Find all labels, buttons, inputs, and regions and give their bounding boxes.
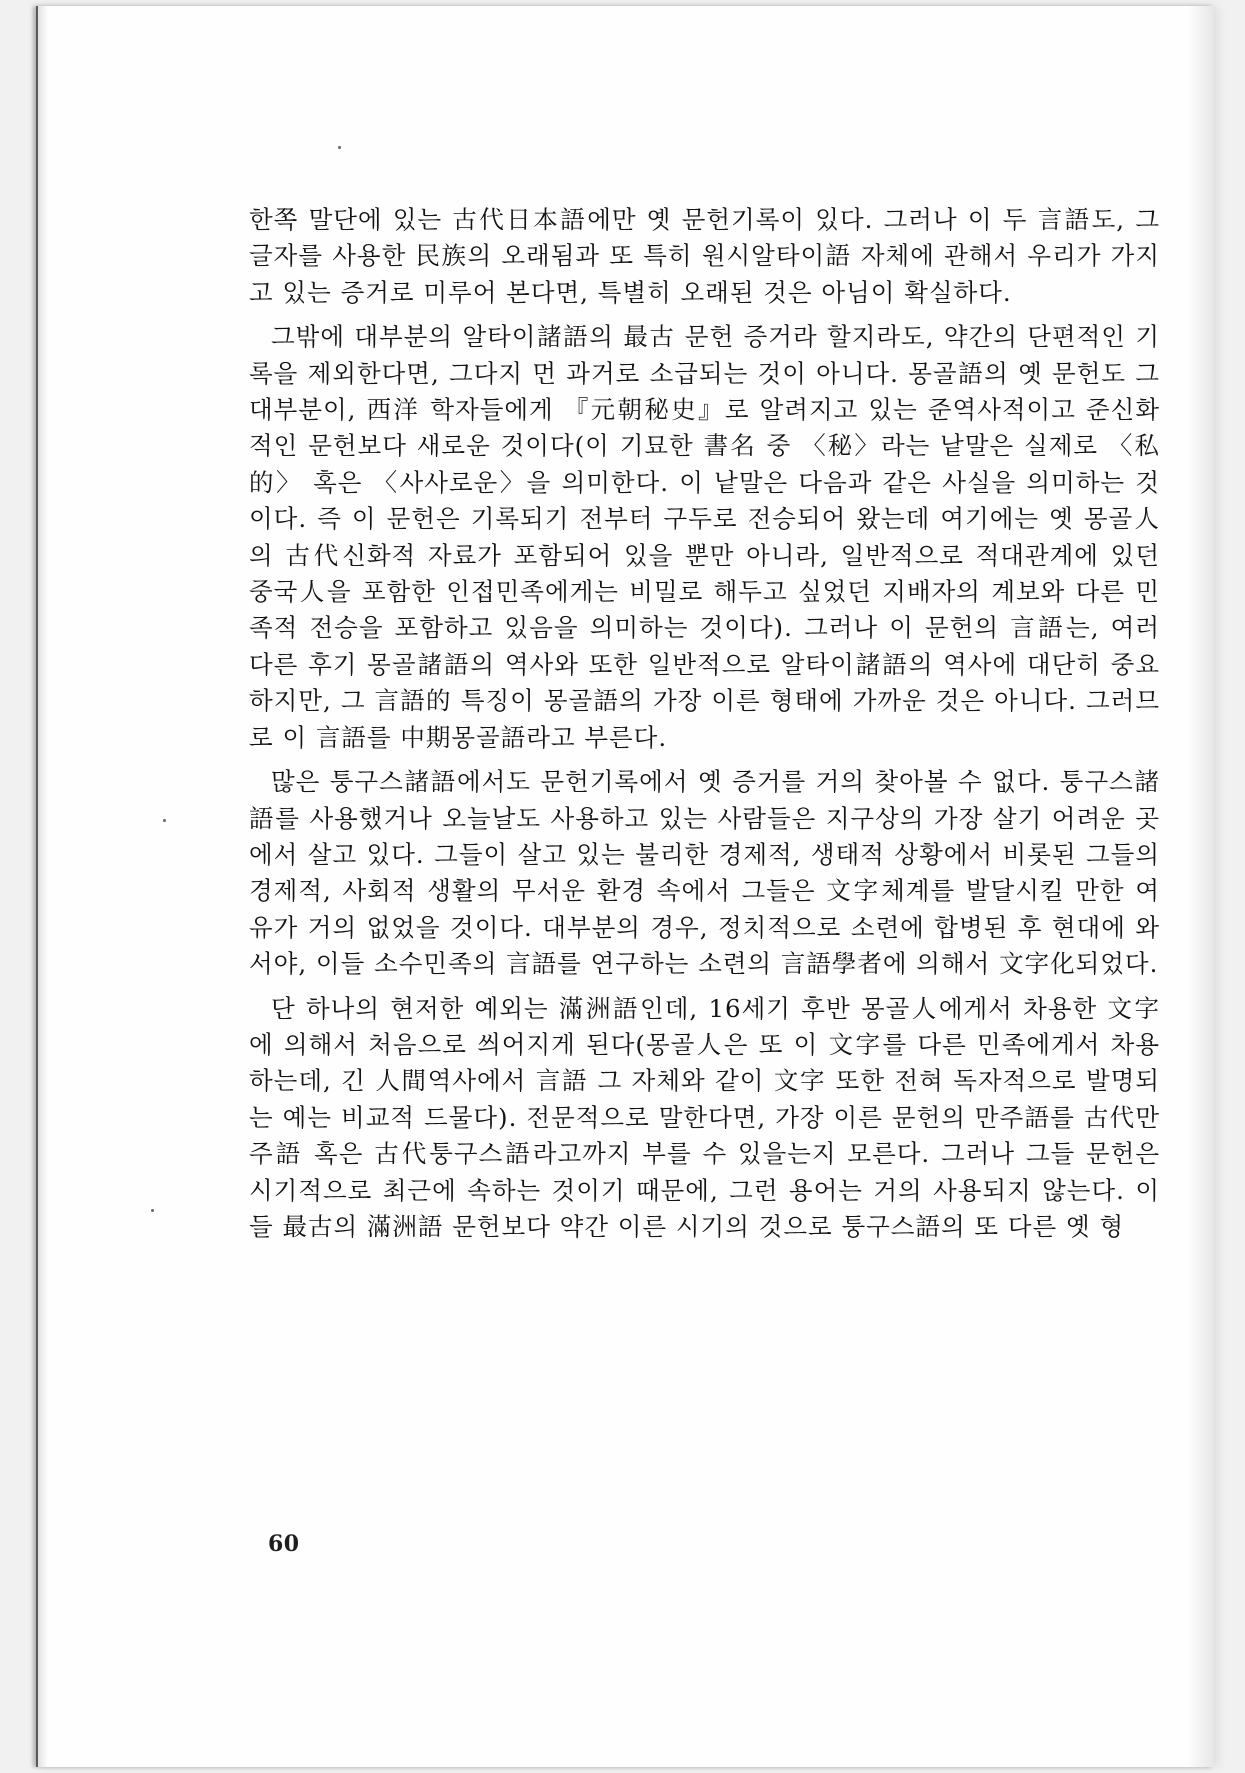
print-speck bbox=[151, 1209, 154, 1212]
paragraph: 단 하나의 현저한 예외는 滿洲語인데, 16세기 후반 몽골人에게서 차용한 文字에 의해서 처음으로 씌어지게 된다(몽골人은 또 이 文字를 다른 민족에게서 차용하는데, 긴 人間역사에서 言語 그 자체와 같이 文字 또한 전혀 독자적으로 발명되는 예는 비교적 드물다). 전문적으로 말한다면, 가장 이른 문헌의 만주語를 古代만주語 혹은 古代퉁구스語라고까지 부를 수 있을는지 모른다. 그러나 그들 문헌은 시기적으로 최근에 속하는 것이기 때문에, 그런 용어는 거의 사용되지 않는다. 이들 最古의 滿洲語 문헌보다 약간 이른 시기의 것으로 퉁구스語의 또 다른 옛 형 bbox=[249, 993, 1160, 1241]
book-page bbox=[36, 6, 1214, 1767]
page-number: 60 bbox=[268, 1531, 300, 1557]
paragraph: 많은 퉁구스諸語에서도 문헌기록에서 옛 증거를 거의 찾아볼 수 없다. 퉁구스諸語를 사용했거나 오늘날도 사용하고 있는 사람들은 지구상의 가장 살기 어려운 곳에서 살고 있다. 그들이 살고 있는 불리한 경제적, 생태적 상황에서 비롯된 그들의 경제적, 사회적 생활의 무서운 환경 속에서 그들은 文字체계를 발달시킬 만한 여유가 거의 없었을 것이다. 대부분의 경우, 정치적으로 소련에 합병된 후 현대에 와서야, 이들 소수민족의 言語를 연구하는 소련의 言語學者에 의해서 文字化되었다. bbox=[249, 767, 1160, 979]
print-speck bbox=[338, 146, 341, 149]
paragraph: 한쪽 말단에 있는 古代日本語에만 옛 문헌기록이 있다. 그러나 이 두 言語도, 그 글자를 사용한 民族의 오래됨과 또 특히 원시알타이語 자체에 관해서 우리가 가지고 있는 증거로 미루어 본다면, 특별히 오래된 것은 아님이 확실하다. bbox=[249, 205, 1160, 307]
body-text bbox=[249, 202, 1160, 1245]
paragraph: 그밖에 대부분의 알타이諸語의 最古 문헌 증거라 할지라도, 약간의 단편적인 기록을 제외한다면, 그다지 먼 과거로 소급되는 것이 아니다. 몽골語의 옛 문헌도 그 대부분이, 西洋 학자들에게 『元朝秘史』로 알려지고 있는 준역사적이고 준신화적인 문헌보다 새로운 것이다(이 기묘한 書名 중 〈秘〉라는 낱말은 실제로 〈私的〉 혹은 〈사사로운〉을 의미한다. 이 낱말은 다음과 같은 사실을 의미하는 것이다. 즉 이 문헌은 기록되기 전부터 구두로 전승되어 왔는데 여기에는 옛 몽골人의 古代신화적 자료가 포함되어 있을 뿐만 아니라, 일반적으로 적대관계에 있던 중국人을 포함한 인접민족에게는 비밀로 해두고 싶었던 지배자의 계보와 다른 민족적 전승을 포함하고 있음을 의미하는 것이다). 그러나 이 문헌의 言語는, 여러 다른 후기 몽골諸語의 역사와 또한 일반적으로 알타이諸語의 역사에 대단히 중요하지만, 그 言語的 특징이 몽골語의 가장 이른 형태에 가까운 것은 아니다. 그러므로 이 言語를 中期몽골語라고 부른다. bbox=[249, 322, 1160, 752]
page-edge-shadow bbox=[1186, 6, 1214, 1767]
page-binding-shadow bbox=[38, 6, 48, 1767]
print-speck bbox=[163, 819, 166, 822]
